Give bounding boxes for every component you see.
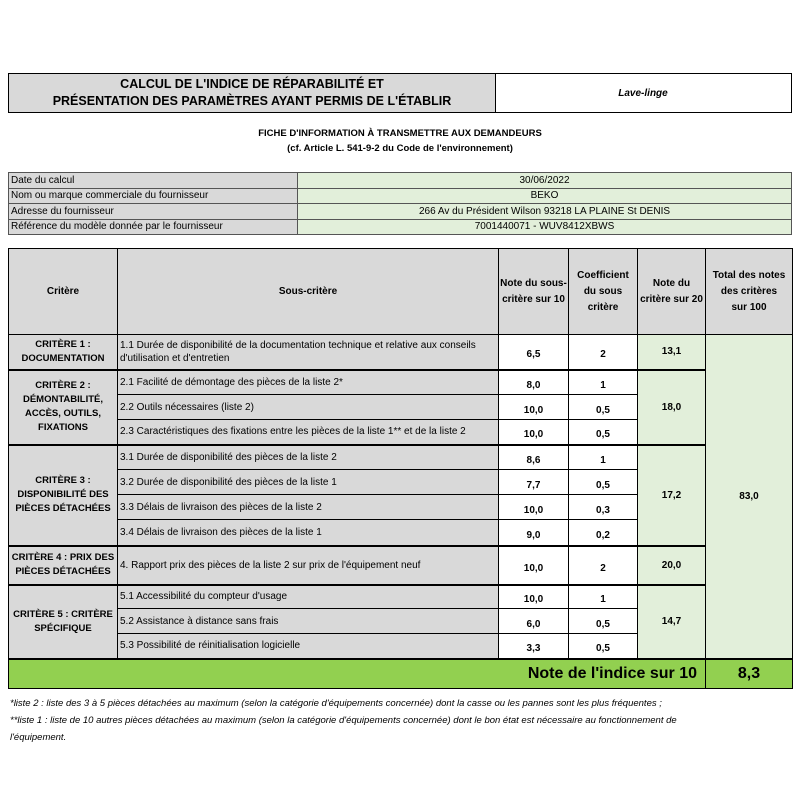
criterion-text: CRITÈRE 1 : [35, 338, 91, 350]
fiche-heading [8, 126, 792, 156]
info-value: 7001440071 - WUV8412XBWS [298, 219, 792, 235]
table-row [9, 370, 793, 395]
sub-criterion-coef: 2 [569, 335, 638, 370]
col-header-coefficient [569, 249, 638, 335]
sub-criterion-coef: 0,3 [569, 495, 638, 520]
sub-criterion-coef: 0,5 [569, 470, 638, 495]
criterion-5-note20: 14,7 [638, 585, 706, 659]
criterion-4-note20: 20,0 [638, 546, 706, 585]
info-label: Nom ou marque commerciale du fournisseur [9, 188, 298, 204]
repairability-table [8, 248, 793, 689]
footnote-liste-2: *liste 2 : liste des 3 à 5 pièces détachées au maximum (selon la catégorie d'équipements concernée) dont la casse ou les pannes sont les plus fréquentes ; [10, 698, 662, 709]
sub-criterion-coef: 1 [569, 370, 638, 395]
sub-criterion-coef: 0,5 [569, 634, 638, 659]
info-label: Date du calcul [9, 173, 298, 189]
criterion-2-name [9, 370, 118, 445]
criterion-text: DÉMONTABILITÉ, [22, 394, 104, 405]
final-score-label: Note de l'indice sur 10 [9, 659, 706, 689]
col-header-note10 [499, 249, 569, 335]
fiche-line-1: FICHE D'INFORMATION À TRANSMETTRE AUX DEMANDEURS [258, 128, 542, 139]
info-row [9, 188, 792, 204]
sub-criterion-note: 10,0 [499, 495, 569, 520]
info-row [9, 173, 792, 189]
sub-criterion-label: 2.1 Facilité de démontage des pièces de la liste 2* [118, 370, 499, 395]
title-line-2: PRÉSENTATION DES PARAMÈTRES AYANT PERMIS DE L'ÉTABLIR [52, 94, 452, 108]
sub-criterion-coef: 1 [569, 445, 638, 470]
product-type: Lave-linge [495, 73, 792, 113]
sub-criterion-note: 10,0 [499, 420, 569, 445]
sub-criterion-label: 5.2 Assistance à distance sans frais [118, 609, 499, 634]
header-text: Note du [652, 277, 691, 289]
footnote-liste-1-cont: l'équipement. [10, 732, 67, 743]
header-text: du sous [583, 285, 623, 297]
info-label: Référence du modèle donnée par le fournisseur [9, 219, 298, 235]
sub-criterion-note: 8,0 [499, 370, 569, 395]
info-label: Adresse du fournisseur [9, 204, 298, 220]
info-value: 30/06/2022 [298, 173, 792, 189]
sub-criterion-label: 3.4 Délais de livraison des pièces de la liste 1 [118, 520, 499, 546]
info-value: BEKO [298, 188, 792, 204]
sub-criterion-note: 10,0 [499, 546, 569, 585]
sub-criterion-label: 4. Rapport prix des pièces de la liste 2 sur prix de l'équipement neuf [118, 546, 499, 585]
sub-criterion-coef: 0,5 [569, 395, 638, 420]
header-text: des critères [720, 285, 778, 297]
header-text: critère sur 20 [640, 293, 703, 305]
sub-criterion-note: 6,5 [499, 335, 569, 370]
sub-criterion-label: 2.2 Outils nécessaires (liste 2) [118, 395, 499, 420]
info-value: 266 Av du Président Wilson 93218 LA PLAINE St DENIS [298, 204, 792, 220]
sub-criterion-coef: 0,5 [569, 420, 638, 445]
sub-criterion-coef: 0,2 [569, 520, 638, 546]
col-header-note20 [638, 249, 706, 335]
sub-criterion-label: 5.1 Accessibilité du compteur d'usage [118, 585, 499, 609]
col-header-critere: Critère [9, 249, 118, 335]
fiche-line-2: (cf. Article L. 541-9-2 du Code de l'environnement) [287, 143, 513, 154]
criterion-text: PIÈCES DÉTACHÉES [15, 566, 111, 577]
criterion-text: FIXATIONS [38, 422, 88, 433]
criterion-1-name [9, 335, 118, 370]
criterion-2-note20: 18,0 [638, 370, 706, 445]
col-header-sous-critere: Sous-critère [118, 249, 499, 335]
table-row [9, 445, 793, 470]
supplier-info-table [8, 172, 792, 235]
document-title [8, 73, 496, 113]
sub-criterion-coef: 2 [569, 546, 638, 585]
sub-criterion-note: 6,0 [499, 609, 569, 634]
header-text: Coefficient [577, 269, 629, 281]
table-row [9, 585, 793, 609]
sub-criterion-label: 3.2 Durée de disponibilité des pièces de la liste 1 [118, 470, 499, 495]
criterion-text: PIÈCES DÉTACHÉES [15, 503, 111, 514]
footnotes [10, 695, 790, 746]
criterion-5-name [9, 585, 118, 659]
sub-criterion-note: 3,3 [499, 634, 569, 659]
col-header-total [706, 249, 793, 335]
sub-criterion-coef: 0,5 [569, 609, 638, 634]
header-text: Total des notes [712, 269, 786, 281]
header-text: sur 100 [731, 301, 767, 313]
sub-criterion-label: 3.3 Délais de livraison des pièces de la liste 2 [118, 495, 499, 520]
criterion-text: CRITÈRE 4 : PRIX DES [11, 552, 115, 563]
criterion-text: SPÉCIFIQUE [34, 622, 92, 634]
info-row [9, 204, 792, 220]
table-row [9, 546, 793, 585]
criterion-4-name [9, 546, 118, 585]
criterion-3-note20: 17,2 [638, 445, 706, 546]
sub-criterion-note: 10,0 [499, 395, 569, 420]
sub-criterion-label: 3.1 Durée de disponibilité des pièces de la liste 2 [118, 445, 499, 470]
sub-criterion-coef: 1 [569, 585, 638, 609]
sub-criterion-note: 9,0 [499, 520, 569, 546]
header-text: Note du sous- [500, 277, 567, 289]
criterion-3-name [9, 445, 118, 546]
final-score-row [9, 659, 793, 689]
criterion-text: DISPONIBILITÉ DES [17, 489, 109, 500]
criterion-text: DOCUMENTATION [21, 352, 105, 364]
sub-criterion-note: 8,6 [499, 445, 569, 470]
final-score-value: 8,3 [706, 659, 793, 689]
sub-criterion-label: 2.3 Caractéristiques des fixations entre les pièces de la liste 1** et de la liste 2 [118, 420, 499, 445]
sub-criterion-note: 7,7 [499, 470, 569, 495]
criterion-text: CRITÈRE 3 : [35, 475, 91, 486]
title-line-1: CALCUL DE L'INDICE DE RÉPARABILITÉ ET [120, 77, 384, 91]
sub-criterion-note: 10,0 [499, 585, 569, 609]
info-row [9, 219, 792, 235]
header-text: critère sur 10 [502, 293, 565, 305]
criterion-text: CRITÈRE 5 : CRITÈRE [13, 608, 113, 620]
sub-criterion-label: 5.3 Possibilité de réinitialisation logicielle [118, 634, 499, 659]
total-100: 83,0 [706, 335, 793, 659]
criterion-text: CRITÈRE 2 : [35, 380, 91, 391]
table-row [9, 335, 793, 370]
footnote-liste-1: **liste 1 : liste de 10 autres pièces détachées au maximum (selon la catégorie d'équipements concernée) dont le bon état est nécessaire au fonctionnement de [10, 715, 677, 726]
header-text: critère [587, 301, 619, 313]
table-header-row [9, 249, 793, 335]
criterion-1-note20: 13,1 [638, 335, 706, 370]
sub-criterion-label: 1.1 Durée de disponibilité de la documentation technique et relative aux conseils d'utilisation et d'entretien [118, 335, 499, 370]
criterion-text: ACCÈS, OUTILS, [24, 408, 101, 419]
